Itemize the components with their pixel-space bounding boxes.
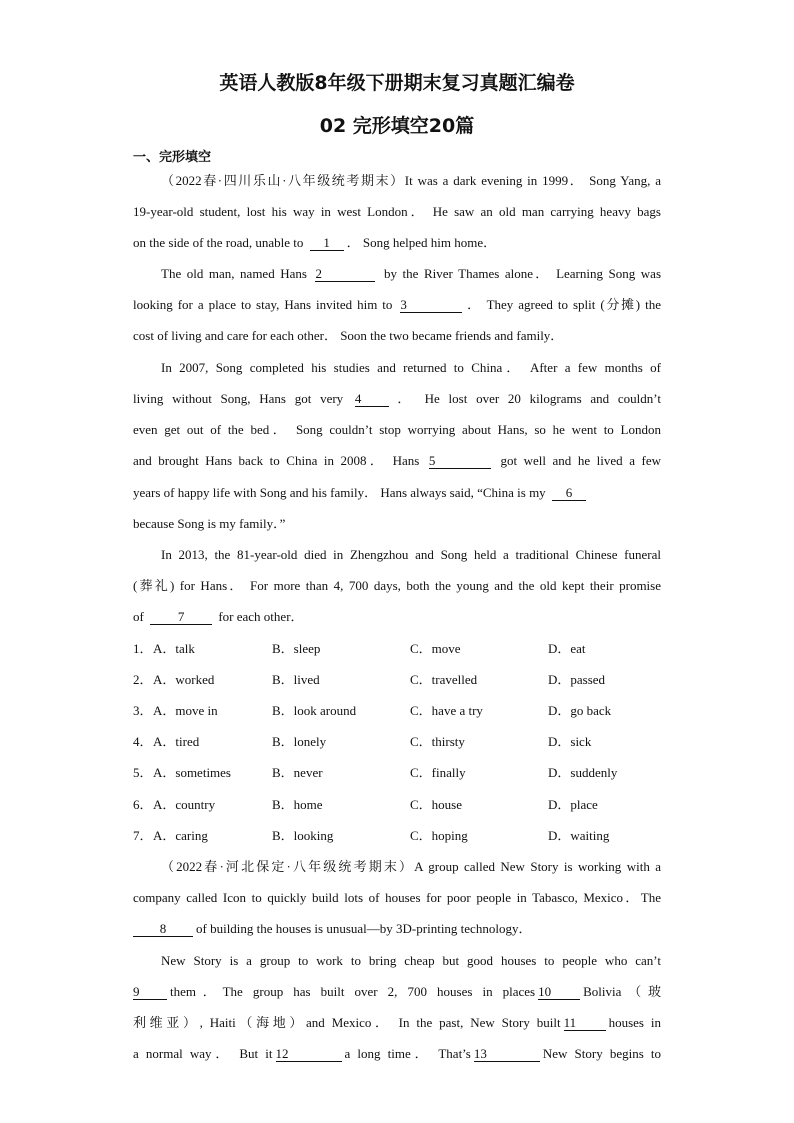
passage1-line-3: on the side of the road, unable to 1 ． Song helped him home． (133, 235, 497, 250)
document-title: 英语人教版8年级下册期末复习真题汇编卷 (219, 72, 575, 94)
passage2-source: （2022春·河北保定·八年级统考期末） (161, 859, 415, 874)
blank-9: 9 (133, 985, 167, 1000)
blank-8: 8 (133, 922, 193, 937)
option-c[interactable]: C．hoping (410, 828, 468, 843)
question-number: 2． (133, 672, 153, 687)
passage2-line-1: （2022春·河北保定·八年级统考期末）A group called New Story is working with a (161, 859, 661, 874)
option-c[interactable]: C．thirsty (410, 734, 465, 749)
option-a[interactable]: A．worked (153, 672, 215, 687)
option-b[interactable]: B．lonely (272, 734, 327, 749)
passage1-line-5: looking for a place to stay, Hans invited him to 3 ． They agreed to split (分摊) the (133, 297, 661, 312)
option-c[interactable]: C．have a try (410, 703, 483, 718)
option-a[interactable]: A．caring (153, 828, 208, 843)
passage1-line-15: of 7 for each other． (133, 609, 304, 624)
passage1-line-11: years of happy life with Song and his family． Hans always said, “China is my 6 (133, 484, 661, 502)
option-b[interactable]: B．home (272, 797, 323, 812)
passage2-line-3: 8 of building the houses is unusual—by 3D-printing technology． (133, 920, 661, 938)
option-a[interactable]: A．country (153, 797, 216, 812)
option-b[interactable]: B．lived (272, 672, 320, 687)
option-d[interactable]: D．suddenly (548, 765, 618, 780)
option-a[interactable]: A．move in (153, 703, 218, 718)
question-number: 3． (133, 703, 153, 718)
passage1-line-12: because Song is my family．” (133, 516, 286, 531)
blank-12: 12 (276, 1047, 342, 1062)
blank-1: 1 (310, 236, 344, 251)
option-b[interactable]: B．sleep (272, 641, 321, 656)
blank-11: 11 (564, 1016, 606, 1031)
blank-4: 4 (355, 392, 389, 407)
blank-7: 7 (150, 610, 212, 625)
blank-5: 5 (429, 454, 491, 469)
question-number: 4． (133, 734, 153, 749)
blank-10: 10 (538, 985, 580, 1000)
passage1-line-10: and brought Hans back to China in 2008． Hans 5 got well and he lived a few (133, 453, 661, 468)
option-d[interactable]: D．waiting (548, 828, 610, 843)
blank-13: 13 (474, 1047, 540, 1062)
passage2-line-4: New Story is a group to work to bring cheap but good houses to people who can’t (161, 953, 661, 968)
option-d[interactable]: D．go back (548, 703, 612, 718)
passage1-line-2: 19-year-old student, lost his way in west London． He saw an old man carrying heavy bags (133, 204, 661, 219)
question-number: 6． (133, 797, 153, 812)
passage1-line-14: (葬礼) for Hans． For more than 4, 700 days, both the young and the old kept their promise (133, 578, 661, 593)
passage2-line-5: 9 them．The group has built over 2, 700 houses in places 10 Bolivia（玻 (133, 984, 662, 999)
option-b[interactable]: B．look around (272, 703, 357, 718)
blank-6: 6 (552, 486, 586, 501)
option-a[interactable]: A．talk (153, 641, 195, 656)
question-number: 5． (133, 765, 153, 780)
passage1-source: （2022春·四川乐山·八年级统考期末） (161, 173, 405, 188)
passage1-line-1: （2022春·四川乐山·八年级统考期末）It was a dark evening in 1999． Song Yang, a (161, 173, 661, 188)
option-c[interactable]: C．travelled (410, 672, 478, 687)
option-c[interactable]: C．move (410, 641, 461, 656)
blank-3: 3 (400, 298, 462, 313)
question-number: 1． (133, 641, 153, 656)
blank-2: 2 (315, 267, 375, 282)
passage2-line-6: 利维亚）, Haiti（海地）and Mexico． In the past, New Story built 11 houses in (133, 1015, 661, 1030)
option-a[interactable]: A．tired (153, 734, 200, 749)
option-c[interactable]: C．finally (410, 765, 466, 780)
option-b[interactable]: B．never (272, 765, 323, 780)
option-d[interactable]: D．place (548, 797, 598, 812)
option-d[interactable]: D．eat (548, 641, 586, 656)
passage2-line-7: a normal way． But it 12 a long time． That’s 13 New Story begins to (133, 1046, 661, 1061)
passage1-line-8: living without Song, Hans got very 4 ． He lost over 20 kilograms and couldn’t (133, 391, 661, 406)
option-c[interactable]: C．house (410, 797, 463, 812)
option-d[interactable]: D．passed (548, 672, 606, 687)
passage2-line-2: company called Icon to quickly build lots of houses for poor people in Tabasco, Mexico．The (133, 890, 661, 905)
passage1-line-4: The old man, named Hans 2 by the River Thames alone． Learning Song was (161, 266, 661, 281)
question-number: 7． (133, 828, 153, 843)
passage1-line-9: even get out of the bed． Song couldn’t stop worrying about Hans, so he went to London (133, 422, 661, 437)
passage1-line-13: In 2013, the 81-year-old died in Zhengzhou and Song held a traditional Chinese funeral (161, 547, 661, 562)
document-subtitle: 02 完形填空20篇 (319, 115, 475, 137)
option-a[interactable]: A．sometimes (153, 765, 231, 780)
passage1-line-6: cost of living and care for each other． Soon the two became friends and family． (133, 328, 564, 343)
option-b[interactable]: B．looking (272, 828, 334, 843)
passage1-line-7: In 2007, Song completed his studies and returned to China． After a few months of (161, 360, 661, 375)
section-heading: 一、完形填空 (133, 150, 212, 165)
option-d[interactable]: D．sick (548, 734, 592, 749)
